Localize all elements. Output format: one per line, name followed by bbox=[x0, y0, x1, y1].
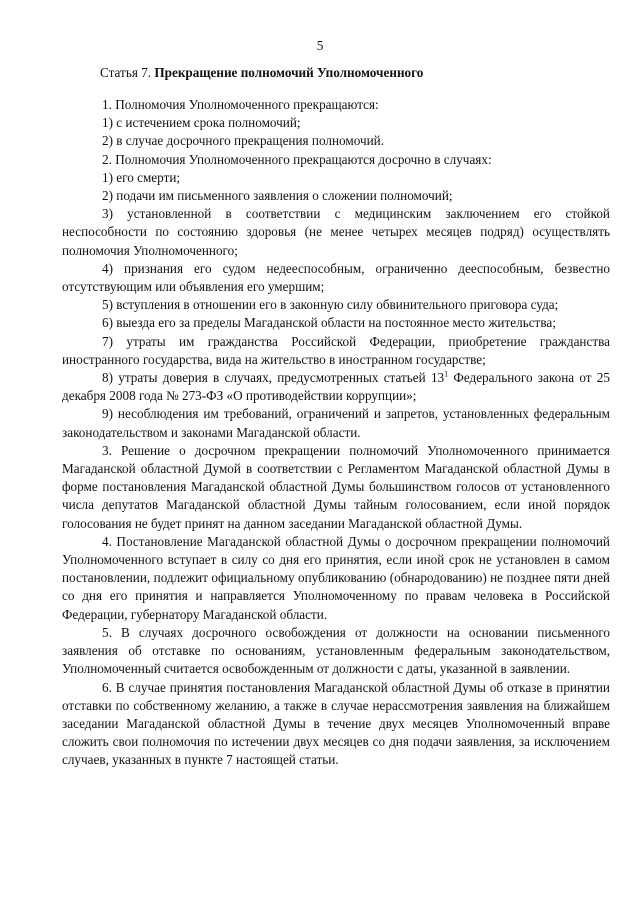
paragraph: 6. В случае принятия постановления Магаданской областной Думы об отказе в принятии отставки по собственному желанию, а также в случае нерассмотрения заявления на ближайшем заседании Магаданской областной Думы в течение двух месяцев Уполномоченный вправе сложить свои полномочия по истечении двух месяцев со дня подачи заявления, за исключением случаев, указанных в пункте 7 настоящей статьи. bbox=[62, 679, 610, 768]
paragraph: 1) его смерти; bbox=[102, 169, 181, 185]
paragraph: 1) с истечением срока полномочий; bbox=[102, 115, 301, 131]
paragraph: 2) подачи им письменного заявления о сложении полномочий; bbox=[102, 188, 453, 204]
paragraph: 9) несоблюдения им требований, ограничений и запретов, установленных федеральным законодательством и законами Магаданской области. bbox=[62, 406, 610, 440]
item8-text-start: 8) утраты доверия в случаях, предусмотренных статьей 13 bbox=[102, 370, 445, 386]
page-number: 5 bbox=[316, 38, 324, 53]
paragraph: 4. Постановление Магаданской областной Думы о досрочном прекращении полномочий Уполномоченного вступает в силу со дня его принятия, если иной срок не установлен в самом постановлении, подлежит официальному опубликованию (обнародованию) не позднее пяти дней со дня его принятия и направляется Уполномоченному по правам человека в Российской Федерации, губернатору Магаданской области. bbox=[62, 533, 610, 622]
article-heading bbox=[100, 64, 423, 82]
article-title: Прекращение полномочий Уполномоченного bbox=[154, 65, 424, 80]
paragraph: 1. Полномочия Уполномоченного прекращаются: bbox=[102, 97, 379, 112]
article-body bbox=[62, 96, 610, 770]
item8-superscript: 1 bbox=[444, 369, 449, 379]
paragraph: 2. Полномочия Уполномоченного прекращаются досрочно в случаях: bbox=[102, 151, 492, 167]
paragraph: 7) утраты им гражданства Российской Федерации, приобретение гражданства иностранного государства, вида на жительство в иностранном государстве; bbox=[62, 333, 610, 367]
paragraph: 3. Решение о досрочном прекращении полномочий Уполномоченного принимается Магаданской областной Думой в соответствии с Регламентом Магаданской областной Думы в форме постановления Магаданской областной Думы большинством голосов от установленного числа депутатов Магаданской областной Думы тайным голосованием, если иной порядок голосования не будет принят на данном заседании Магаданской областной Думы. bbox=[62, 442, 610, 531]
article-label: Статья 7. bbox=[100, 65, 152, 80]
paragraph: 5) вступления в отношении его в законную силу обвинительного приговора суда; bbox=[102, 297, 559, 313]
item8-text-end: Федерального закона от 25 декабря 2008 года № 273-ФЗ «О противодействии коррупции»; bbox=[62, 370, 610, 404]
paragraph: 2) в случае досрочного прекращения полномочий. bbox=[102, 133, 384, 149]
paragraph: 4) признания его судом недееспособным, ограниченно дееспособным, безвестно отсутствующим или объявления его умершим; bbox=[62, 260, 610, 295]
paragraph: 5. В случаях досрочного освобождения от должности на основании письменного заявления об отставке по основаниям, установленным федеральным законодательством, Уполномоченный считается освобожденным от должности с даты, указанной в заявлении. bbox=[62, 624, 610, 677]
paragraph: 6) выезда его за пределы Магаданской области на постоянное место жительства; bbox=[102, 315, 556, 331]
paragraph-item-8 bbox=[62, 369, 610, 405]
paragraph: 3) установленной в соответствии с медицинским заключением его стойкой неспособности по состоянию здоровья (не менее четырех месяцев подряд) осуществлять полномочия Уполномоченного; bbox=[62, 206, 610, 258]
